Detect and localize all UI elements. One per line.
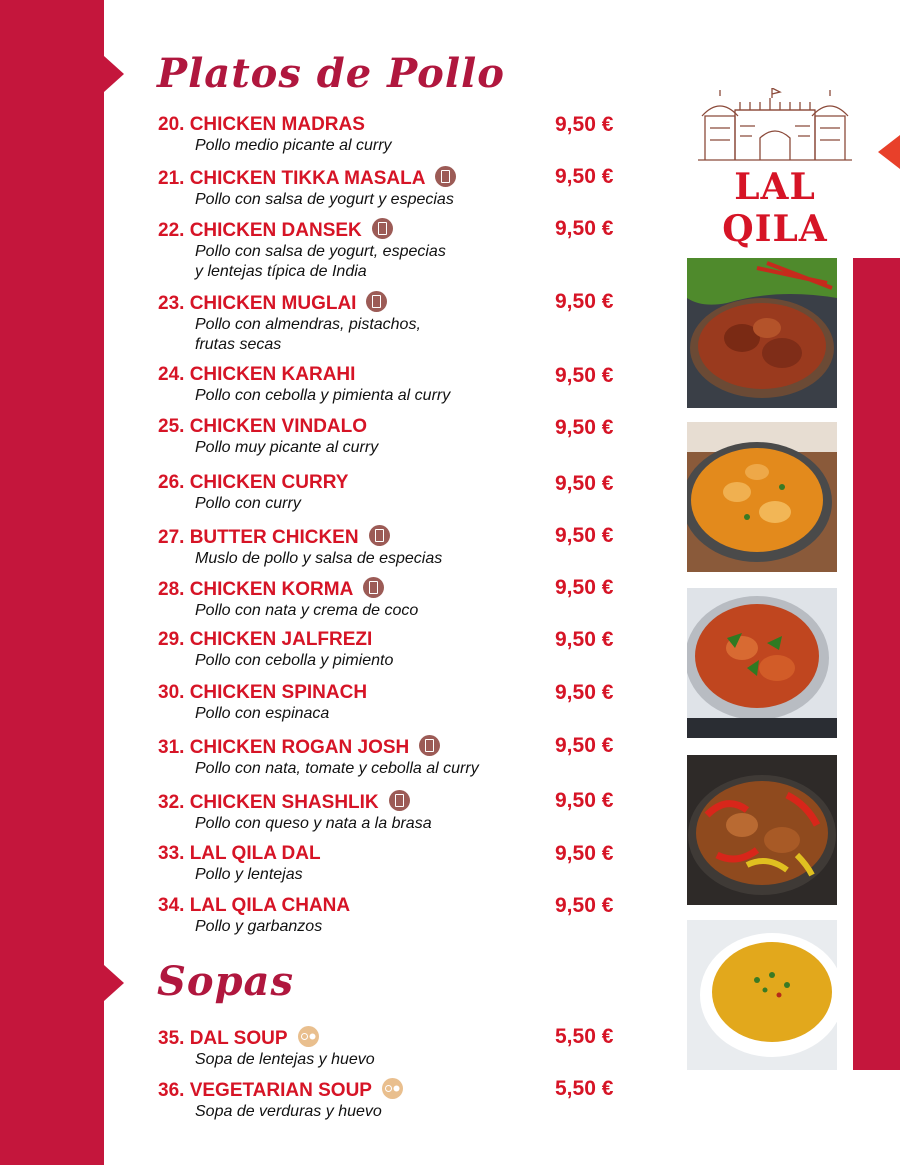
item-name: 26. CHICKEN CURRY (158, 472, 349, 493)
item-description: Pollo con salsa de yogurt, especias y lentejas típica de India (195, 243, 446, 280)
section-marker-arrow (104, 965, 124, 1001)
right-decorative-band (853, 258, 900, 1070)
item-price: 9,50 € (555, 290, 614, 313)
item-price: 9,50 € (555, 681, 614, 704)
item-price: 9,50 € (555, 734, 614, 757)
item-description: Pollo con cebolla y pimienta al curry (195, 387, 451, 404)
item-name: 33. LAL QILA DAL (158, 843, 321, 864)
dairy-icon (419, 735, 440, 756)
item-description: Pollo y lentejas (195, 866, 303, 883)
item-price: 9,50 € (555, 842, 614, 865)
brand-name: LAL QILA (722, 166, 828, 250)
dairy-icon (369, 525, 390, 546)
item-name: 27. BUTTER CHICKEN (158, 527, 359, 548)
section-title-soups: Sopas (157, 958, 294, 1005)
dish-photo (687, 920, 837, 1070)
item-description: Pollo con salsa de yogurt y especias (195, 191, 454, 208)
item-price: 9,50 € (555, 524, 614, 547)
item-name: 36. VEGETARIAN SOUP (158, 1080, 372, 1101)
item-name: 23. CHICKEN MUGLAI (158, 293, 357, 314)
dish-photo (687, 422, 837, 572)
item-price: 9,50 € (555, 217, 614, 240)
item-price: 9,50 € (555, 113, 614, 136)
item-name: 32. CHICKEN SHASHLIK (158, 792, 379, 813)
item-description: Pollo con almendras, pistachos, frutas secas (195, 316, 421, 353)
item-name: 29. CHICKEN JALFREZI (158, 629, 373, 650)
item-name: 21. CHICKEN TIKKA MASALA (158, 168, 426, 189)
dish-photo (687, 588, 837, 738)
dish-photo (687, 258, 837, 408)
item-description: Pollo medio picante al curry (195, 137, 392, 154)
item-description: Pollo con nata, tomate y cebolla al curry (195, 760, 479, 777)
item-price: 9,50 € (555, 472, 614, 495)
item-description: Pollo muy picante al curry (195, 439, 379, 456)
item-price: 9,50 € (555, 416, 614, 439)
section-title-chicken: Platos de Pollo (157, 50, 505, 97)
dish-photo (687, 755, 837, 905)
item-description: Pollo con queso y nata a la brasa (195, 815, 432, 832)
item-name: 30. CHICKEN SPINACH (158, 682, 368, 703)
item-description: Sopa de lentejas y huevo (195, 1051, 375, 1068)
item-price: 9,50 € (555, 894, 614, 917)
section-marker-arrow (104, 56, 124, 92)
item-price: 5,50 € (555, 1077, 614, 1100)
item-price: 9,50 € (555, 165, 614, 188)
item-price: 5,50 € (555, 1025, 614, 1048)
fort-icon (680, 88, 870, 168)
egg-icon (382, 1078, 403, 1099)
item-description: Muslo de pollo y salsa de especias (195, 550, 443, 567)
item-price: 9,50 € (555, 576, 614, 599)
item-price: 9,50 € (555, 364, 614, 387)
nuts-icon (366, 291, 387, 312)
egg-icon (298, 1026, 319, 1047)
item-name: 31. CHICKEN ROGAN JOSH (158, 737, 410, 758)
dairy-icon (435, 166, 456, 187)
dairy-icon (363, 577, 384, 598)
left-decorative-band (0, 0, 104, 1165)
item-name: 35. DAL SOUP (158, 1028, 288, 1049)
item-name: 22. CHICKEN DANSEK (158, 220, 362, 241)
item-price: 9,50 € (555, 789, 614, 812)
item-name: 20. CHICKEN MADRAS (158, 114, 365, 135)
item-name: 34. LAL QILA CHANA (158, 895, 351, 916)
item-description: Sopa de verduras y huevo (195, 1103, 382, 1120)
item-description: Pollo con curry (195, 495, 301, 512)
item-description: Pollo y garbanzos (195, 918, 323, 935)
item-description: Pollo con espinaca (195, 705, 330, 722)
right-marker-arrow (878, 135, 900, 169)
item-price: 9,50 € (555, 628, 614, 651)
dairy-icon (372, 218, 393, 239)
item-name: 24. CHICKEN KARAHI (158, 364, 356, 385)
item-name: 28. CHICKEN KORMA (158, 579, 354, 600)
item-name: 25. CHICKEN VINDALO (158, 416, 368, 437)
dairy-icon (389, 790, 410, 811)
item-description: Pollo con nata y crema de coco (195, 602, 419, 619)
brand-logo (680, 88, 870, 250)
item-description: Pollo con cebolla y pimiento (195, 652, 394, 669)
